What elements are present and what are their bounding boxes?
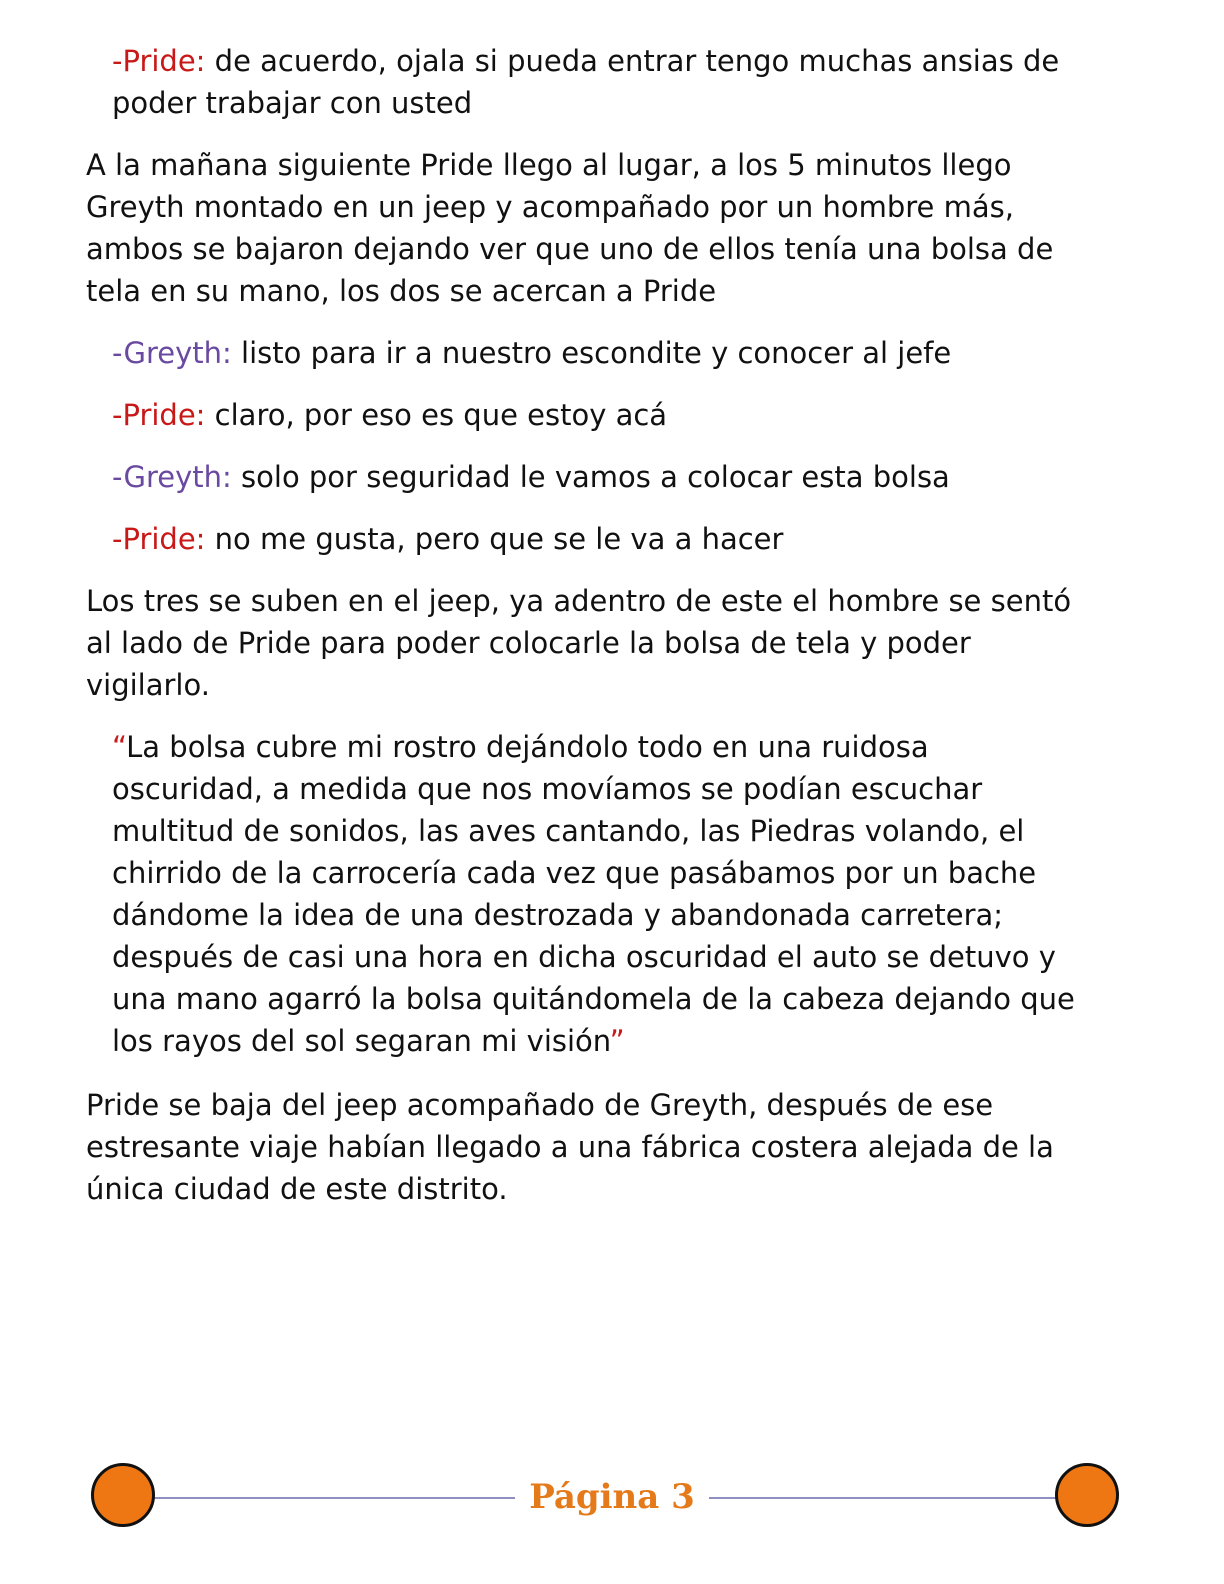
dialogue-line [112, 332, 951, 374]
narration-line: Pride se baja del jeep acompañado de Greyth, después de ese [86, 1088, 994, 1122]
quote-line: chirrido de la carrocería cada vez que pasábamos por un bache [112, 856, 1037, 890]
quote-text: La bolsa cubre mi rostro dejándolo todo en una ruidosa [126, 730, 929, 764]
speaker-greyth: -Greyth: [112, 336, 232, 370]
quote-text: los rayos del sol segaran mi visión [112, 1024, 610, 1058]
speaker-pride: -Pride: [112, 522, 206, 556]
quote-line: dándome la idea de una destrozada y abandonada carretera; [112, 898, 1004, 932]
quote-line: después de casi una hora en dicha oscuridad el auto se detuvo y [112, 940, 1056, 974]
dialogue-line [112, 394, 667, 436]
narration-line: vigilarlo. [86, 668, 210, 702]
dialogue-text: de acuerdo, ojala si pueda entrar tengo muchas ansias de [214, 44, 1060, 78]
close-quote-mark: ” [609, 1024, 625, 1058]
narration-line: ambos se bajaron dejando ver que uno de ellos tenía una bolsa de [86, 232, 1054, 266]
speaker-pride: -Pride: [112, 398, 206, 432]
page-number-text: Página 3 [515, 1477, 709, 1517]
dialogue-text: solo por seguridad le vamos a colocar esta bolsa [241, 460, 950, 494]
dialogue-text: claro, por eso es que estoy acá [214, 398, 668, 432]
quote-line: multitud de sonidos, las aves cantando, las Piedras volando, el [112, 814, 1025, 848]
quote-line: oscuridad, a medida que nos movíamos se podían escuchar [112, 772, 983, 806]
narration-line: tela en su mano, los dos se acercan a Pride [86, 274, 717, 308]
narration-line: A la mañana siguiente Pride llego al lugar, a los 5 minutos llego [86, 148, 1012, 182]
open-quote-mark: “ [112, 730, 127, 764]
dialogue-text: no me gusta, pero que se le va a hacer [214, 522, 784, 556]
narration-line: Greyth montado en un jeep y acompañado por un hombre más, [86, 190, 1014, 224]
quote-line [112, 726, 929, 768]
quote-line [112, 1020, 625, 1062]
speaker-pride: -Pride: [112, 44, 206, 78]
speaker-greyth: -Greyth: [112, 460, 232, 494]
dialogue-line: poder trabajar con usted [112, 86, 473, 120]
narration-line: al lado de Pride para poder colocarle la bolsa de tela y poder [86, 626, 971, 660]
narration-line: única ciudad de este distrito. [86, 1172, 508, 1206]
narration-line: estresante viaje habían llegado a una fábrica costera alejada de la [86, 1130, 1054, 1164]
footer-right-circle-icon [1055, 1463, 1119, 1527]
narration-line: Los tres se suben en el jeep, ya adentro de este el hombre se sentó [86, 584, 1072, 618]
dialogue-line [112, 518, 783, 560]
quote-line: una mano agarró la bolsa quitándomela de la cabeza dejando que [112, 982, 1075, 1016]
dialogue-line [112, 40, 1059, 82]
dialogue-line [112, 456, 950, 498]
footer-left-circle-icon [91, 1463, 155, 1527]
dialogue-text: listo para ir a nuestro escondite y conocer al jefe [241, 336, 952, 370]
footer-rule [152, 1497, 1072, 1499]
